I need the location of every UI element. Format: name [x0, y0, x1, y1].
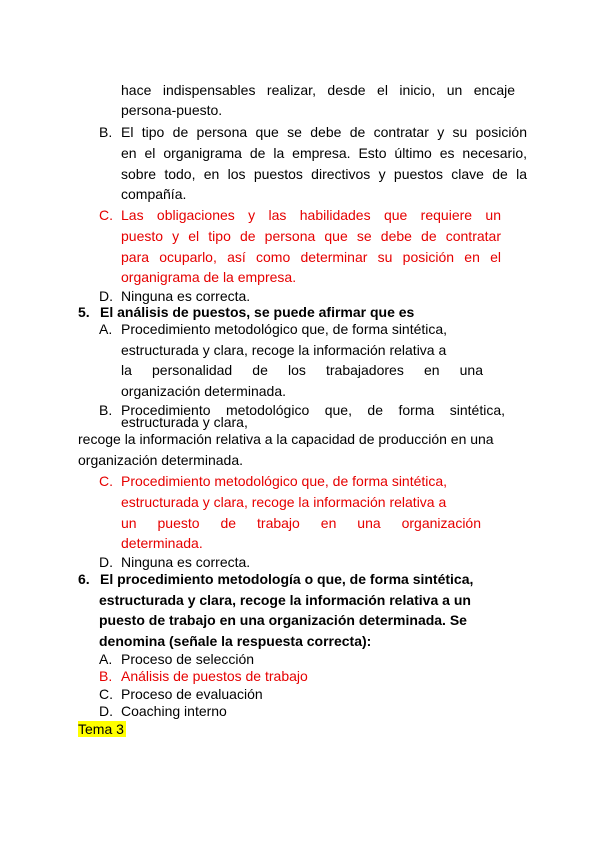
q4-option-c-line-4: organigrama de la empresa. — [121, 269, 297, 285]
q6-question-line-3: puesto de trabajo en una organización determinada. Se — [99, 612, 467, 628]
section-label — [78, 721, 126, 737]
q6-option-b-text: Análisis de puestos de trabajo — [121, 668, 308, 684]
q4-option-a-line-1: hace indispensables realizar, desde el inicio, un encaje — [121, 82, 515, 98]
q5-option-c-line-2: estructurada y clara, recoge la información relativa a — [121, 494, 447, 510]
q5-option-c-letter: C. — [99, 473, 113, 489]
q5-option-c-line-3: un puesto de trabajo en una organización — [121, 515, 481, 531]
q4-option-c-letter: C. — [99, 207, 113, 223]
q5-option-b-line-2: estructurada y clara, — [121, 414, 248, 430]
q6-question-line-2: estructurada y clara, recoge la información relativa a un — [99, 592, 471, 608]
q6-option-d-text: Coaching interno — [121, 703, 227, 719]
q5-option-b-line-1: Procedimiento metodológico que, de forma sintética, — [121, 402, 505, 418]
section-label-text: Tema 3 — [78, 721, 124, 737]
q4-option-c-line-3: para ocuparlo, así como determinar su posición en el — [121, 249, 501, 265]
q5-option-d-text: Ninguna es correcta. — [121, 554, 251, 570]
q4-option-b-line-3: sobre todo, en los puestos directivos y puestos clave de la — [121, 166, 527, 182]
q5-question: El análisis de puestos, se puede afirmar que es — [100, 304, 415, 320]
q6-option-b-letter: B. — [99, 668, 113, 684]
q4-option-c-line-1: Las obligaciones y las habilidades que requiere un — [121, 207, 501, 223]
q6-option-b — [99, 668, 308, 684]
q5-option-a-letter: A. — [99, 321, 113, 337]
q4-option-a-line-2: persona-puesto. — [121, 102, 223, 118]
q5-option-b-line-3: recoge la información relativa a la capacidad de producción en una — [78, 431, 494, 447]
q5-option-b-line-4: organización determinada. — [78, 452, 243, 468]
q6-option-c-letter: C. — [99, 686, 113, 702]
q6-option-a — [99, 651, 254, 667]
q4-option-b-letter: B. — [99, 124, 113, 140]
q5-option-a-line-4: organización determinada. — [121, 383, 286, 399]
q6-heading-line-1 — [78, 571, 473, 587]
q5-heading — [78, 304, 414, 320]
q6-question-line-1: El procedimiento metodología o que, de forma sintética, — [100, 571, 474, 587]
q4-option-d-text: Ninguna es correcta. — [121, 288, 251, 304]
q6-option-a-letter: A. — [99, 651, 113, 667]
q6-option-c — [99, 686, 263, 702]
q5-option-c-line-4: determinada. — [121, 535, 203, 551]
q5-option-a-line-3: la personalidad de los trabajadores en una — [121, 362, 483, 378]
q5-option-b-letter: B. — [99, 402, 113, 418]
q6-question-line-4: denomina (señale la respuesta correcta): — [99, 633, 372, 649]
q5-option-c-line-1: Procedimiento metodológico que, de forma sintética, — [121, 473, 448, 489]
q6-option-d-letter: D. — [99, 703, 113, 719]
q4-option-b-line-4: compañía. — [121, 186, 187, 202]
q5-option-a-line-2: estructurada y clara, recoge la información relativa a — [121, 342, 447, 358]
q4-option-c-line-2: puesto y el tipo de persona que se debe de contratar — [121, 228, 501, 244]
q6-option-a-text: Proceso de selección — [121, 651, 255, 667]
q4-option-b-line-1: El tipo de persona que se debe de contratar y su posición — [121, 124, 527, 140]
q5-option-d-letter: D. — [99, 554, 113, 570]
q6-number: 6. — [78, 571, 90, 587]
q5-number: 5. — [78, 304, 90, 320]
q4-option-d-letter: D. — [99, 288, 113, 304]
q5-option-a-line-1: Procedimiento metodológico que, de forma sintética, — [121, 321, 448, 337]
q4-option-b-line-2: en el organigrama de la empresa. Esto último es necesario, — [121, 145, 527, 161]
q6-option-d — [99, 703, 227, 719]
q6-option-c-text: Proceso de evaluación — [121, 686, 263, 702]
